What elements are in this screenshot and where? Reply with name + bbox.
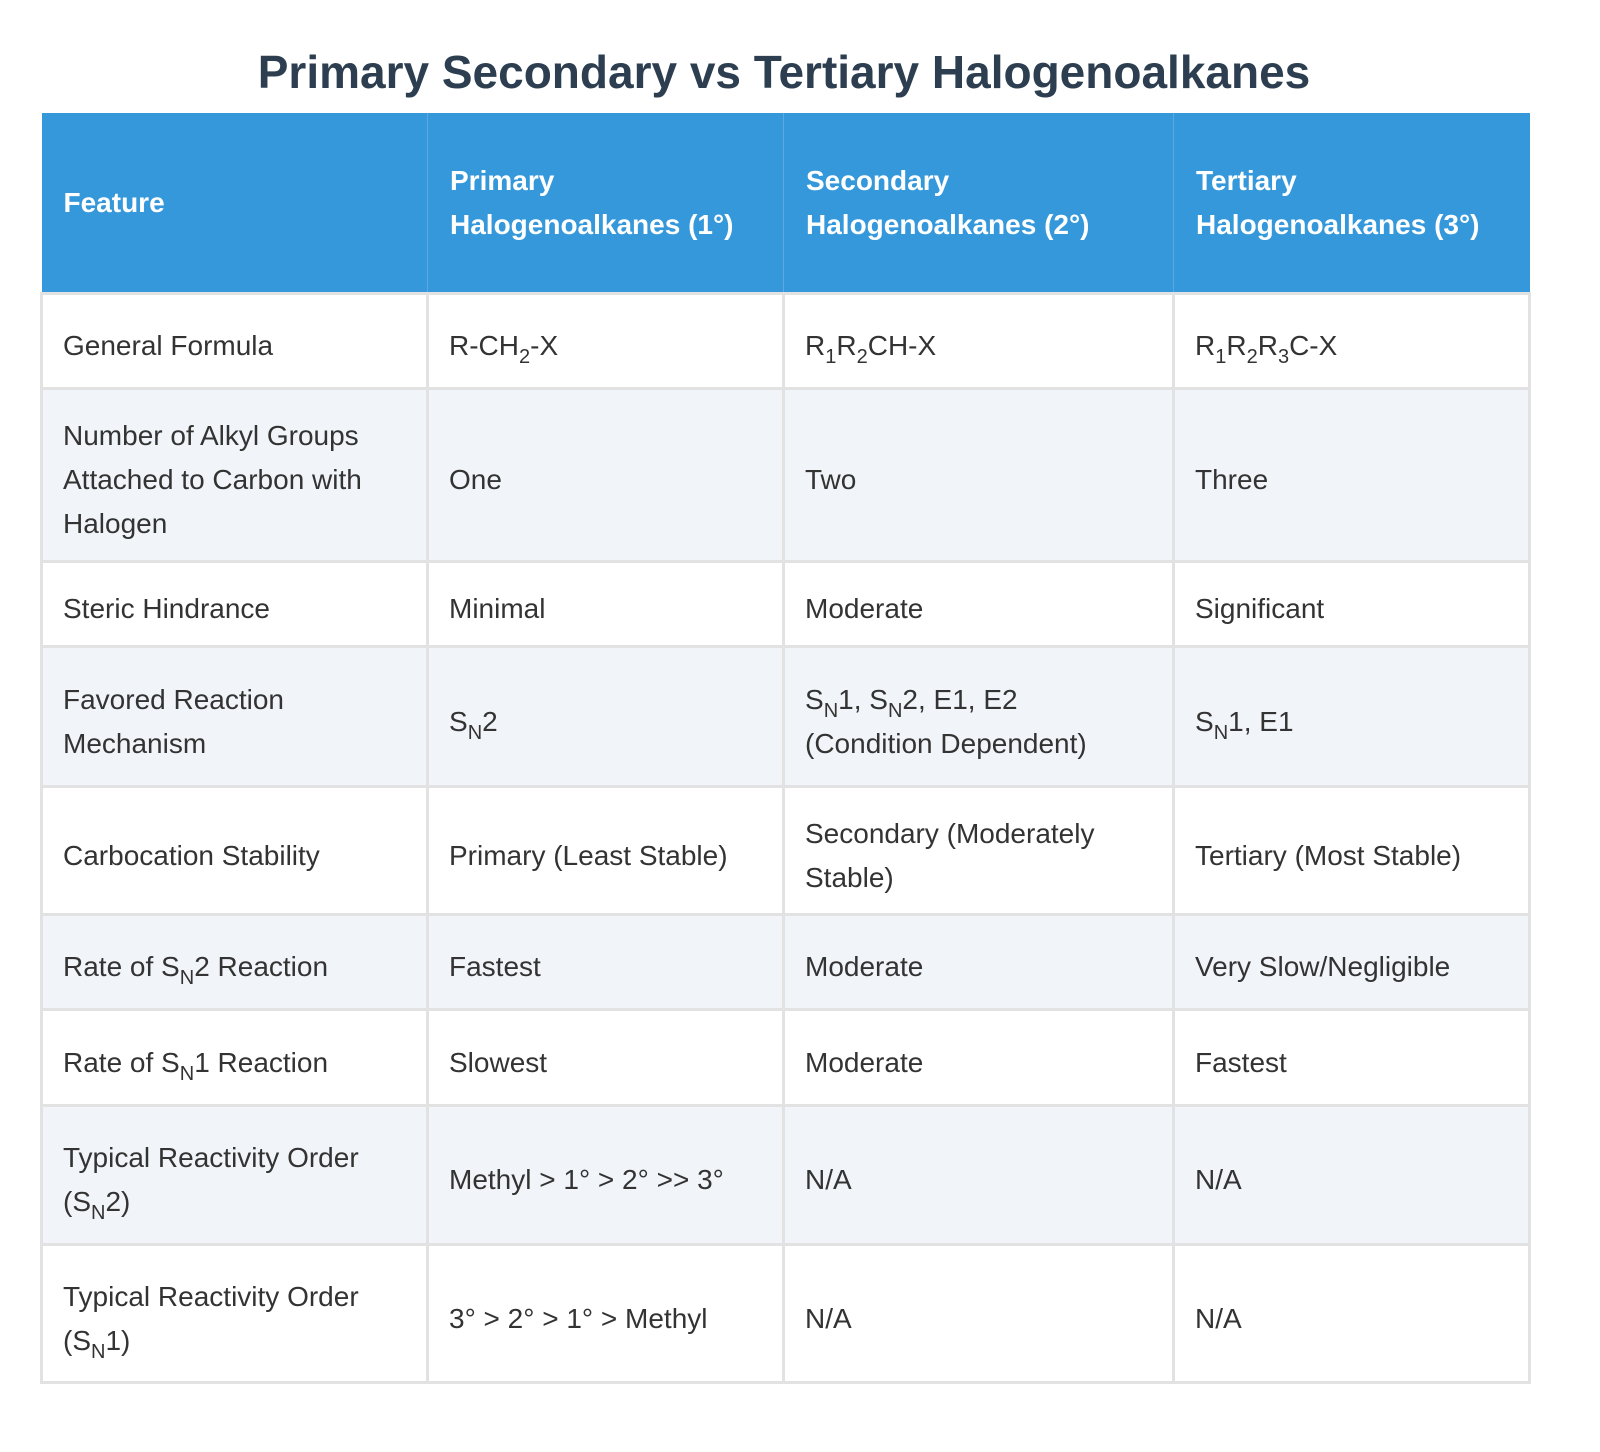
cell-feature: [42, 647, 428, 787]
cell-secondary: [784, 562, 1174, 647]
header-secondary: Secondary Halogenoalkanes (2°): [784, 113, 1174, 294]
cell-text: N/A: [805, 1302, 852, 1334]
subscript: 1: [1215, 346, 1227, 368]
cell-secondary: [784, 915, 1174, 1010]
cell-text: S: [449, 705, 468, 737]
cell-text: S: [1195, 705, 1214, 737]
subscript: N: [887, 699, 903, 722]
table-row: [42, 1106, 1530, 1245]
subscript: N: [179, 1062, 195, 1085]
cell-text: -X: [530, 330, 559, 361]
subscript: N: [179, 967, 195, 989]
subscript: 2: [519, 346, 531, 368]
cell-feature: [42, 1010, 428, 1106]
cell-text: Significant: [1195, 593, 1325, 624]
cell-text: R: [836, 330, 857, 361]
cell-text: 2: [482, 705, 498, 737]
comparison-table: [40, 113, 1531, 1384]
cell-text: R: [1195, 330, 1216, 361]
cell-text: General Formula: [63, 330, 274, 361]
subscript: N: [91, 1202, 106, 1224]
cell-primary: [428, 1106, 784, 1245]
cell-tertiary: [1174, 1106, 1530, 1245]
cell-primary: [428, 915, 784, 1010]
cell-text: N/A: [805, 1164, 852, 1195]
cell-text: 1 Reaction: [194, 1046, 329, 1078]
cell-text: 2, E1, E2 (Condition Dependent): [805, 683, 1087, 759]
cell-text: S: [805, 683, 824, 715]
cell-text: Moderate: [805, 1046, 924, 1078]
page-title: Primary Secondary vs Tertiary Halogenoalkanes: [257, 46, 1311, 98]
cell-secondary: [784, 389, 1174, 562]
cell-primary: [428, 294, 784, 389]
cell-text: 2 Reaction: [194, 951, 329, 982]
cell-text: R: [1226, 330, 1247, 361]
cell-tertiary: [1174, 915, 1530, 1010]
table-row: [42, 647, 1530, 787]
cell-text: R: [1257, 330, 1278, 361]
cell-feature: [42, 787, 428, 915]
subscript: 2: [1246, 346, 1258, 368]
cell-text: Steric Hindrance: [63, 593, 270, 624]
cell-text: Very Slow/Negligible: [1195, 951, 1451, 982]
table-row: [42, 1245, 1530, 1383]
cell-secondary: [784, 647, 1174, 787]
cell-secondary: [784, 1245, 1174, 1383]
cell-tertiary: [1174, 787, 1530, 915]
cell-text: Rate of S: [63, 1046, 180, 1078]
cell-tertiary: [1174, 1010, 1530, 1106]
cell-text: Moderate: [805, 951, 924, 982]
cell-tertiary: [1174, 562, 1530, 647]
cell-text: Slowest: [449, 1046, 548, 1078]
cell-primary: [428, 647, 784, 787]
subscript: N: [823, 699, 839, 722]
cell-text: R: [805, 330, 826, 361]
table-row: [42, 389, 1530, 562]
table-row: [42, 562, 1530, 647]
cell-secondary: [784, 787, 1174, 915]
header-row: [42, 113, 1530, 294]
header-tertiary: Tertiary Halogenoalkanes (3°): [1174, 113, 1530, 294]
cell-tertiary: [1174, 294, 1530, 389]
cell-feature: [42, 1245, 428, 1383]
cell-text: C-X: [1289, 330, 1338, 361]
cell-text: Minimal: [449, 593, 546, 624]
cell-primary: [428, 389, 784, 562]
cell-text: 3° > 2° > 1° > Methyl: [449, 1302, 708, 1334]
cell-feature: [42, 389, 428, 562]
cell-text: Three: [1195, 464, 1269, 495]
header-primary: Primary Halogenoalkanes (1°): [428, 113, 784, 294]
table-row: [42, 1010, 1530, 1106]
cell-primary: [428, 787, 784, 915]
subscript: 2: [856, 346, 868, 368]
cell-text: 2): [105, 1186, 131, 1217]
cell-text: Rate of S: [63, 951, 180, 982]
subscript: N: [1213, 721, 1229, 744]
cell-text: Favored Reaction Mechanism: [63, 683, 285, 759]
cell-text: CH-X: [867, 330, 937, 361]
cell-text: Secondary (Moderately Stable): [805, 817, 1095, 893]
cell-tertiary: [1174, 389, 1530, 562]
subscript: N: [91, 1340, 106, 1363]
cell-feature: [42, 294, 428, 389]
cell-text: N/A: [1195, 1302, 1242, 1334]
cell-text: Typical Reactivity Order (S: [63, 1280, 359, 1356]
cell-text: Typical Reactivity Order (S: [63, 1142, 359, 1217]
cell-feature: [42, 915, 428, 1010]
cell-text: Tertiary (Most Stable): [1195, 839, 1462, 871]
table-row: [42, 294, 1530, 389]
header-feature: Feature: [42, 113, 428, 294]
cell-feature: [42, 562, 428, 647]
cell-text: Methyl > 1° > 2° >> 3°: [449, 1164, 724, 1195]
cell-tertiary: [1174, 647, 1530, 787]
cell-primary: [428, 1245, 784, 1383]
cell-text: Two: [805, 464, 857, 495]
cell-text: Carbocation Stability: [63, 839, 320, 871]
cell-tertiary: [1174, 1245, 1530, 1383]
cell-text: One: [449, 464, 502, 495]
cell-secondary: [784, 1106, 1174, 1245]
cell-text: N/A: [1195, 1164, 1242, 1195]
cell-text: Moderate: [805, 593, 924, 624]
cell-text: 1): [105, 1324, 131, 1356]
subscript: N: [467, 721, 483, 744]
table-row: [42, 787, 1530, 915]
cell-text: 1, S: [838, 683, 888, 715]
cell-text: R-CH: [449, 330, 519, 361]
subscript: 1: [825, 346, 837, 368]
cell-text: Number of Alkyl Groups Attached to Carbon with Halogen: [63, 420, 362, 539]
cell-text: Fastest: [1195, 1046, 1287, 1078]
cell-secondary: [784, 1010, 1174, 1106]
cell-secondary: [784, 294, 1174, 389]
cell-text: Primary (Least Stable): [449, 839, 728, 871]
cell-text: 1, E1: [1228, 705, 1294, 737]
cell-feature: [42, 1106, 428, 1245]
table-row: [42, 915, 1530, 1010]
cell-text: Fastest: [449, 951, 541, 982]
cell-primary: [428, 1010, 784, 1106]
cell-primary: [428, 562, 784, 647]
subscript: 3: [1277, 346, 1290, 368]
